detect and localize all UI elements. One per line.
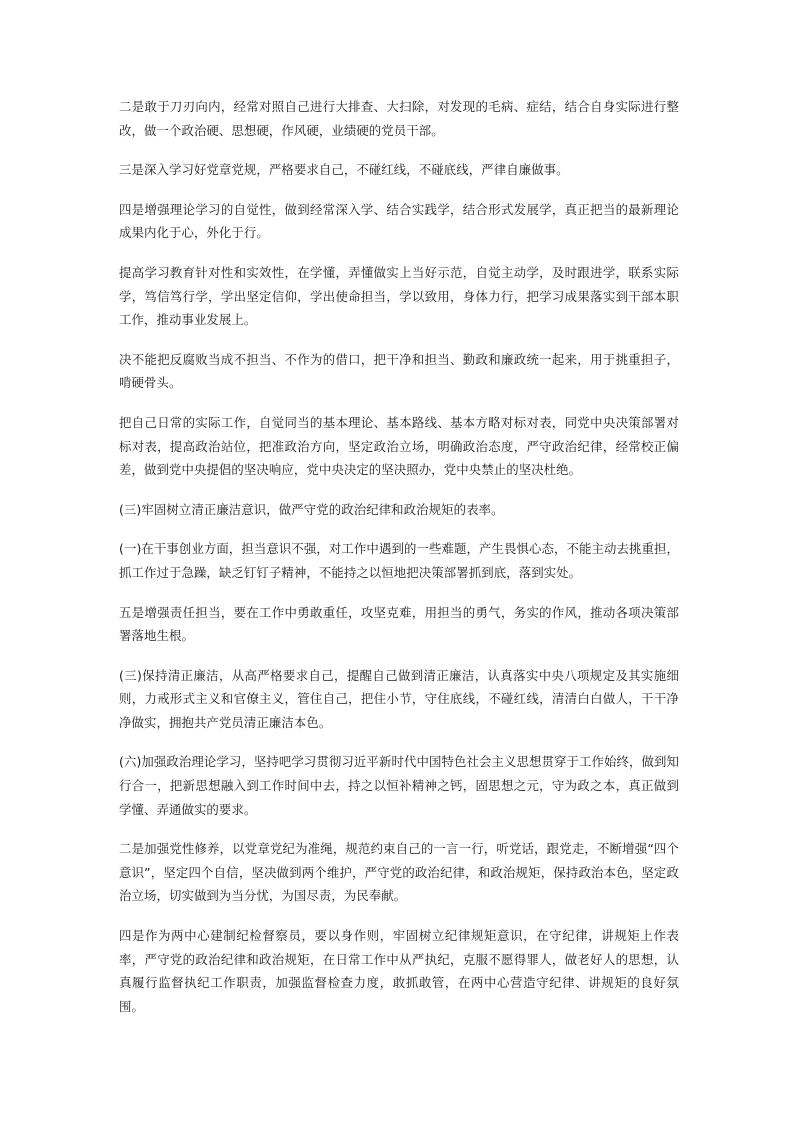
document-body <box>119 95 679 1034</box>
paragraph-7: (三)牢固树立清正廉洁意识，做严守党的政治纪律和政治规矩的表率。 <box>119 501 504 517</box>
paragraph-12: 二是加强党性修养，以党章党纪为准绳，规范约束自己的一言一行，听党话，跟党走，不断增强“四个意识”，坚定四个自信，坚决做到两个维护，严守党的政治纪律，和政治规矩，保持政治本色，坚定政治立场，切实做到为当分忧，为国尽责，为民奉献。 <box>119 841 679 904</box>
paragraph-3: 四是增强理论学习的自觉性，做到经常深入学、结合实践学，结合形式发展学，真正把当的最新理论成果内化于心，外化于行。 <box>119 201 679 241</box>
paragraph-1: 二是敢于刀刃向内，经常对照自己进行大排查、大扫除，对发现的毛病、症结，结合自身实际进行整改，做一个政治硬、思想硬，作风硬，业绩硬的党员干部。 <box>119 99 679 138</box>
paragraph-11: (六)加强政治理论学习，坚持吧学习贯彻习近平新时代中国特色社会主义思想贯穿于工作始终，做到知行合一，把新思想融入到工作时间中去，持之以恒补精神之钙，固思想之元，守为政之本，真正做到学懂、弄通做实的要求。 <box>119 754 679 817</box>
paragraph-6: 把自己日常的实际工作，自觉同当的基本理论、基本路线、基本方略对标对表，同党中央决策部署对标对表，提高政治站位，把准政治方向，坚定政治立场，明确政治态度，严守政治纪律，经常校正偏差，做到党中央提倡的坚决响应，党中央决定的坚决照办，党中央禁止的坚决杜绝。 <box>119 414 679 478</box>
paragraph-10: (三)保持清正廉洁，从高严格要求自己，提醒自己做到清正廉洁，认真落实中央八项规定及其实施细则，力戒形式主义和官僚主义，管住自己，把住小节，守住底线，不碰红线，清清白白做人，干干净净做实，拥抱共产党员清正廉洁本色。 <box>119 667 679 730</box>
paragraph-4: 提高学习教育针对性和实效性，在学懂，弄懂做实上当好示范，自觉主动学，及时跟进学，联系实际学，笃信笃行学，学出坚定信仰，学出使命担当，学以致用，身体力行，把学习成果落实到干部本职工作，推动事业发展上。 <box>119 264 679 328</box>
paragraph-8: (一)在干事创业方面，担当意识不强，对工作中遇到的一些难题，产生畏惧心态，不能主动去挑重担，抓工作过于急躁，缺乏钉钉子精神，不能持之以恒地把决策部署抓到底，落到实处。 <box>119 541 679 580</box>
paragraph-13: 四是作为两中心建制纪检督察员，要以身作则，牢固树立纪律规矩意识，在守纪律，讲规矩上作表率，严守党的政治纪律和政治规矩，在日常工作中从严执纪，克服不愿得罪人，做老好人的思想，认真履行监督执纪工作职责，加强监督检查力度，敢抓敢管，在两中心营造守纪律、讲规矩的良好氛围。 <box>119 928 679 1014</box>
paragraph-5: 决不能把反腐败当成不担当、不作为的借口，把干净和担当、勤政和廉政统一起来，用于挑重担子，啃硬骨头。 <box>119 351 679 391</box>
paragraph-2: 三是深入学习好党章党规，严格要求自己，不碰红线，不碰底线，严律自廉做事。 <box>119 162 569 178</box>
paragraph-9: 五是增强责任担当，要在工作中勇敢重任，攻坚克难，用担当的勇气，务实的作风，推动各项决策部署落地生根。 <box>119 604 679 644</box>
